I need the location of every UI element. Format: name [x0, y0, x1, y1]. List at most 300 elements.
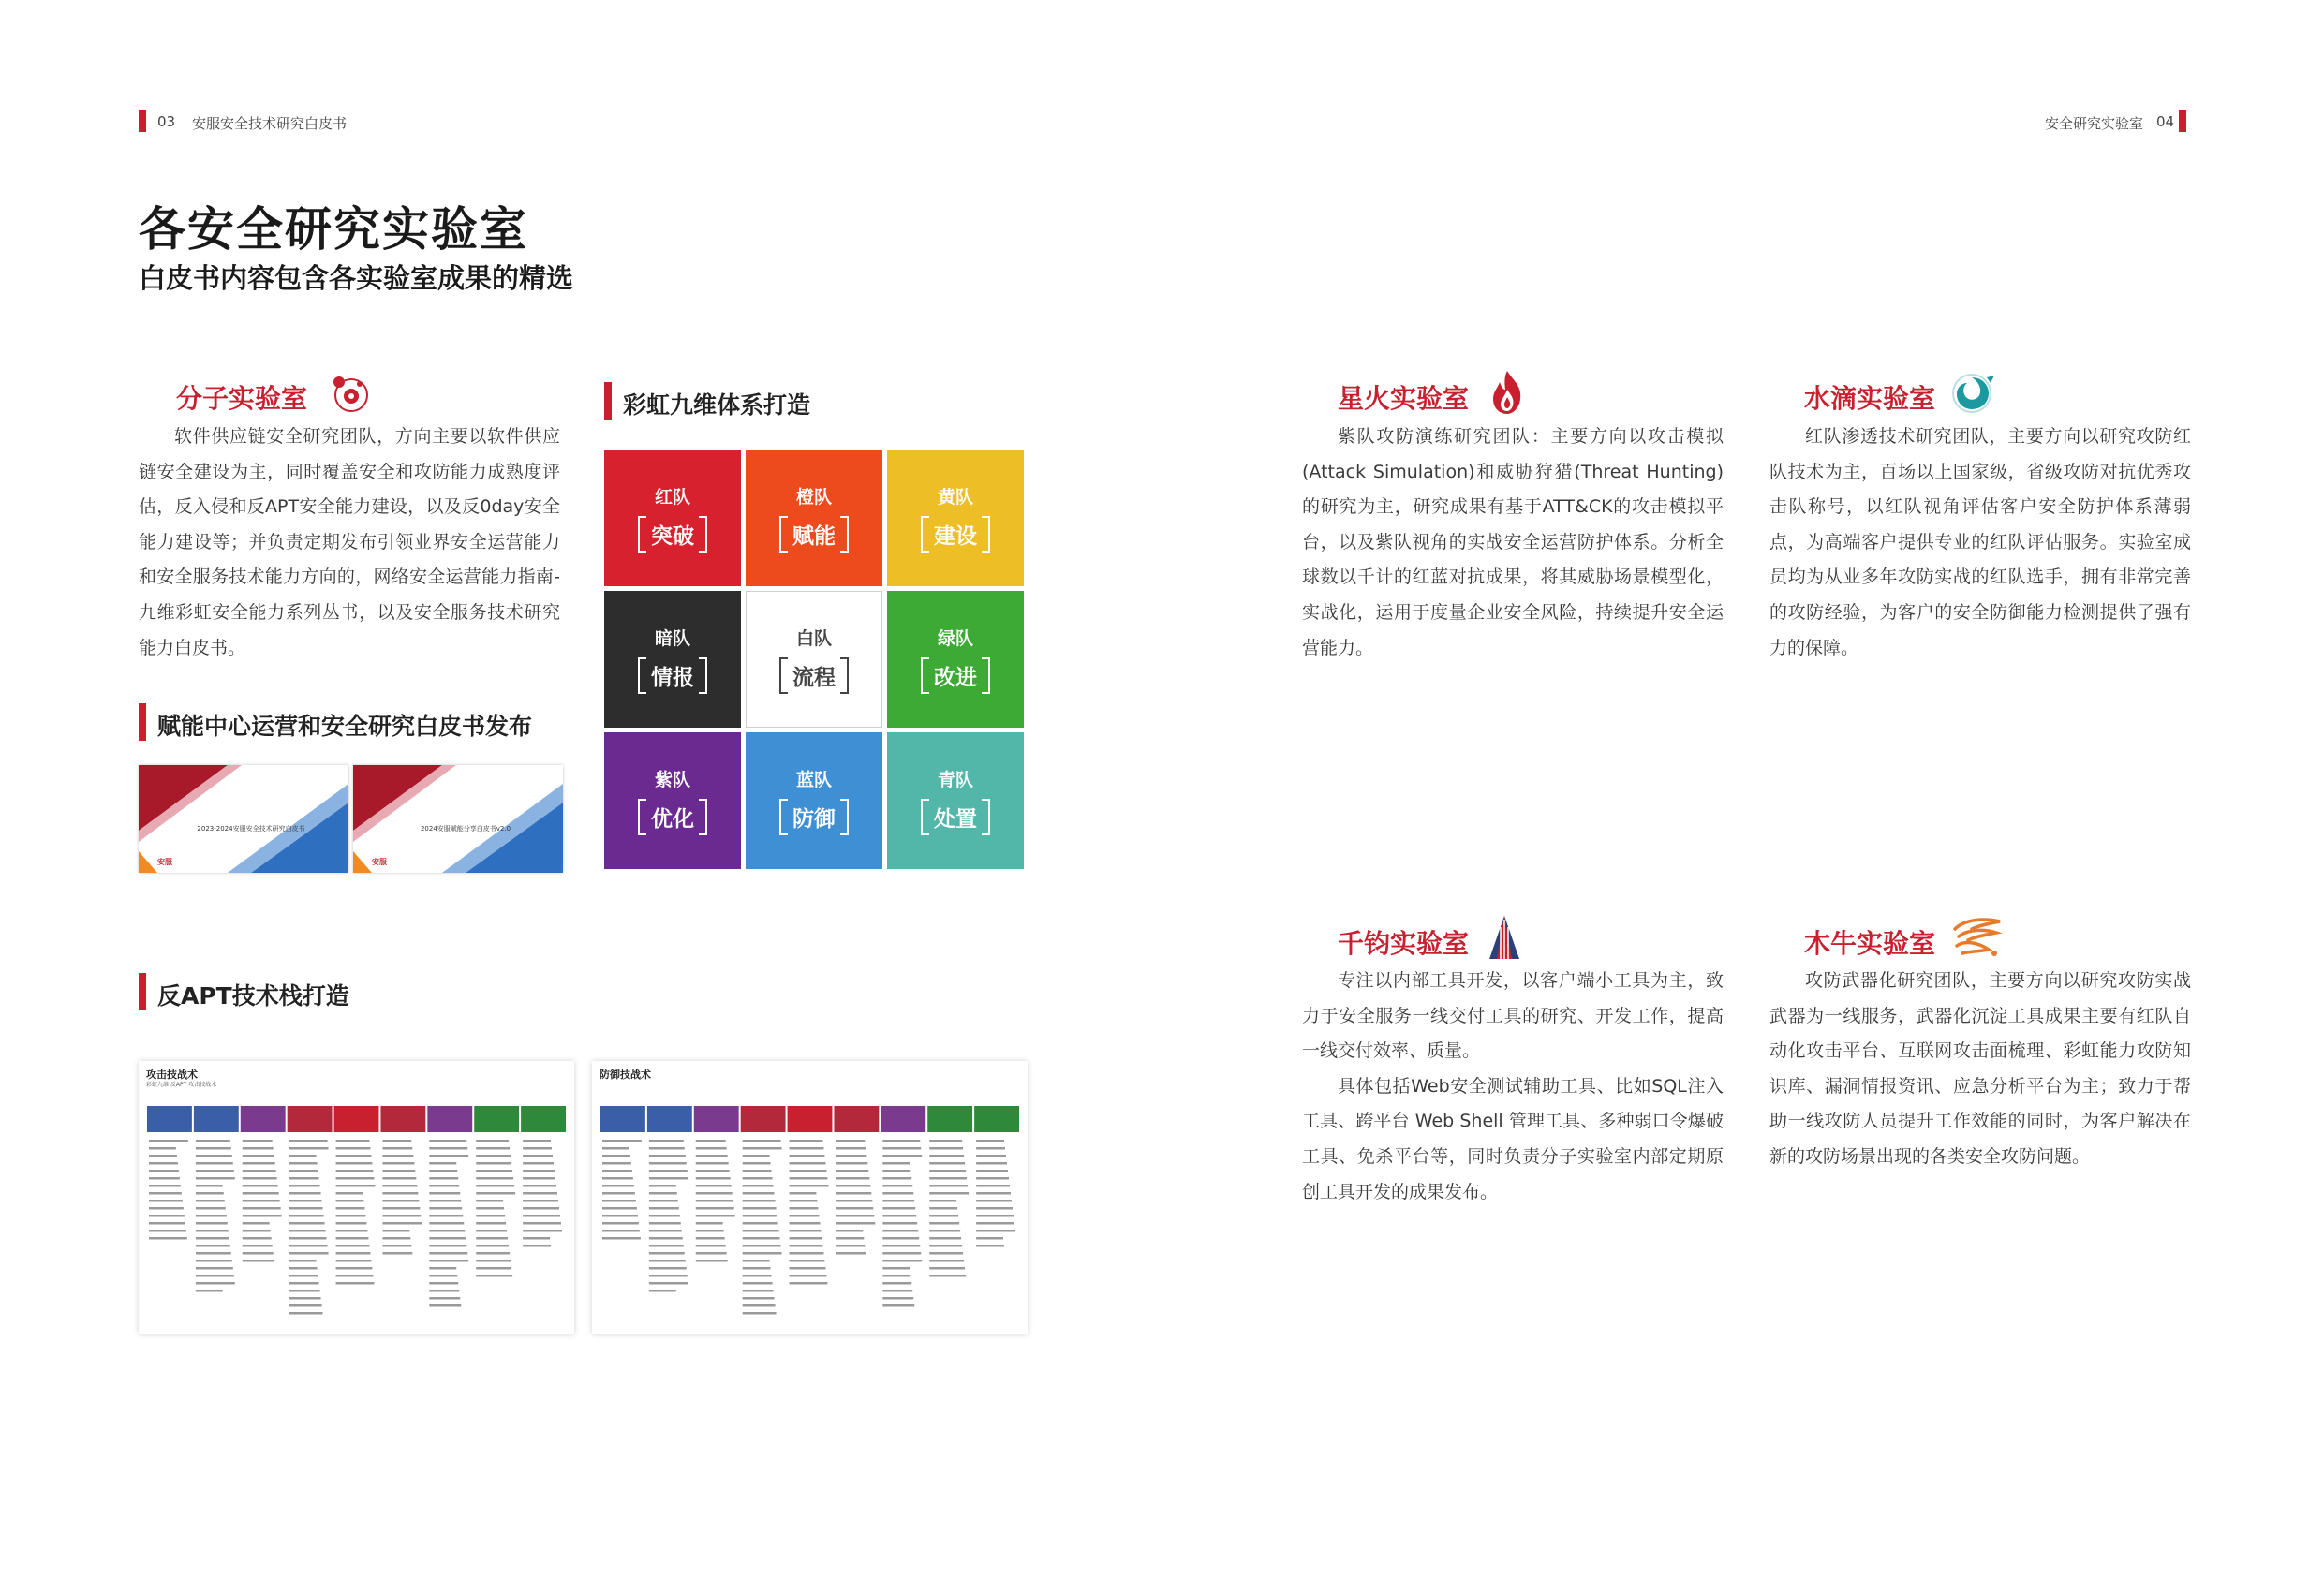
- matrix-text-line: [429, 1230, 465, 1232]
- matrix-text-line: [289, 1304, 322, 1307]
- matrix-text-line: [476, 1252, 510, 1255]
- matrix-text-line: [836, 1192, 871, 1195]
- matrix-text-line: [602, 1237, 641, 1240]
- matrix-text-line: [196, 1185, 223, 1187]
- matrix-text-line: [523, 1215, 560, 1217]
- matrix-text-line: [336, 1140, 370, 1142]
- matrix-text-line: [649, 1275, 688, 1277]
- matrix-text-line: [743, 1155, 770, 1157]
- team-label: 紫队: [654, 770, 690, 790]
- matrix-text-line: [743, 1245, 781, 1247]
- matrix-text-line: [882, 1222, 917, 1225]
- matrix-text-line: [382, 1245, 411, 1247]
- matrix-text-line: [929, 1155, 964, 1157]
- matrix-header-cell: [600, 1106, 645, 1132]
- matrix-text-line: [196, 1252, 231, 1255]
- matrix-text-line: [289, 1245, 328, 1247]
- matrix-text-line: [336, 1230, 368, 1232]
- matrix-text-line: [196, 1222, 228, 1225]
- cover-title: 2023-2024安服安全技术研究白皮书: [197, 825, 305, 833]
- matrix-text-line: [196, 1267, 233, 1270]
- matrix-text-line: [929, 1275, 966, 1277]
- matrix-text-line: [476, 1260, 511, 1262]
- matrix-text-line: [429, 1170, 457, 1172]
- matrix-text-line: [882, 1200, 914, 1202]
- rainbow-cell-yellow: [887, 450, 1024, 586]
- matrix-text-line: [196, 1207, 226, 1210]
- matrix-text-line: [649, 1177, 688, 1180]
- matrix-text-line: [649, 1222, 681, 1225]
- matrix-text-line: [523, 1200, 558, 1202]
- matrix-text-line: [336, 1260, 372, 1262]
- matrix-text-line: [976, 1192, 1011, 1195]
- matrix-text-line: [476, 1162, 511, 1165]
- matrix-text-line: [523, 1177, 555, 1180]
- matrix-text-line: [289, 1237, 327, 1240]
- team-action: 赋能: [779, 516, 849, 553]
- matrix-text-line: [289, 1230, 326, 1232]
- matrix-text-line: [476, 1215, 505, 1217]
- matrix-text-line: [790, 1200, 818, 1202]
- matrix-text-line: [196, 1237, 229, 1240]
- matrix-text-line: [336, 1215, 366, 1217]
- cover-logo: 安服: [372, 858, 387, 866]
- lab-body-waterdrop: 红队渗透技术研究团队，主要方向以研究攻防红队技术为主，百场以上国家级，省级攻防对抗优秀攻击队称号，以红队视角评估客户安全防护体系薄弱点，为高端客户提供专业的红队评估服务。实验室成员均为从业多年攻防实战的红队选手，拥有非常完善的攻防经验，为客户的安全防御能力检测提供了强有力的保障。: [1769, 426, 2191, 658]
- matrix-text-line: [696, 1245, 726, 1247]
- matrix-text-line: [976, 1222, 1014, 1225]
- team-label: 暗队: [654, 628, 690, 649]
- matrix-text-line: [882, 1260, 922, 1262]
- matrix-text-line: [289, 1200, 322, 1202]
- matrix-text-line: [649, 1207, 679, 1210]
- matrix-text-line: [743, 1312, 777, 1315]
- matrix-text-line: [289, 1192, 321, 1195]
- matrix-text-line: [429, 1200, 461, 1202]
- matrix-text-line: [429, 1162, 456, 1165]
- team-action: 处置: [921, 799, 990, 835]
- doc-title: 防御技战术: [600, 1069, 651, 1081]
- matrix-text-line: [336, 1237, 369, 1240]
- matrix-text-line: [149, 1177, 180, 1180]
- matrix-text-line: [196, 1200, 225, 1202]
- matrix-header-cell: [334, 1106, 379, 1132]
- matrix-text-line: [836, 1252, 866, 1255]
- matrix-header-cell: [741, 1106, 786, 1132]
- lab-title-muniu: 木牛实验室: [1804, 928, 1936, 959]
- matrix-text-line: [602, 1155, 630, 1157]
- matrix-text-line: [476, 1140, 509, 1142]
- matrix-text-line: [696, 1260, 728, 1262]
- matrix-text-line: [382, 1207, 420, 1210]
- matrix-text-line: [476, 1192, 515, 1195]
- matrix-header-cell: [881, 1106, 925, 1132]
- right-running-title: 安全研究实验室: [2045, 115, 2144, 132]
- matrix-text-line: [696, 1155, 728, 1157]
- matrix-text-line: [929, 1237, 961, 1240]
- matrix-text-line: [790, 1215, 820, 1217]
- matrix-text-line: [382, 1230, 409, 1232]
- matrix-text-line: [149, 1162, 178, 1165]
- matrix-text-line: [743, 1304, 776, 1307]
- matrix-text-line: [382, 1192, 418, 1195]
- matrix-text-line: [382, 1177, 416, 1180]
- matrix-text-line: [149, 1200, 183, 1202]
- matrix-text-line: [743, 1215, 777, 1217]
- matrix-header-cell: [427, 1106, 472, 1132]
- matrix-text-line: [836, 1162, 867, 1165]
- matrix-text-line: [976, 1147, 1005, 1150]
- matrix-text-line: [289, 1215, 324, 1217]
- matrix-text-line: [476, 1185, 514, 1187]
- matrix-text-line: [743, 1252, 782, 1255]
- matrix-text-line: [243, 1207, 281, 1210]
- cover-logo: 安服: [157, 858, 172, 866]
- matrix-text-line: [429, 1147, 467, 1150]
- rainbow-cell-green: [887, 591, 1024, 728]
- matrix-text-line: [696, 1215, 735, 1217]
- matrix-header-cell: [474, 1106, 519, 1132]
- matrix-text-line: [336, 1282, 375, 1285]
- matrix-text-line: [696, 1185, 732, 1187]
- matrix-text-line: [243, 1162, 275, 1165]
- matrix-text-line: [743, 1282, 773, 1285]
- matrix-text-line: [649, 1192, 677, 1195]
- matrix-text-line: [929, 1177, 967, 1180]
- matrix-text-line: [976, 1215, 1014, 1217]
- matrix-text-line: [836, 1140, 865, 1142]
- matrix-text-line: [743, 1275, 772, 1277]
- matrix-text-line: [649, 1185, 676, 1187]
- matrix-text-line: [196, 1230, 229, 1232]
- molecule-icon: [329, 373, 370, 414]
- matrix-text-line: [149, 1237, 187, 1240]
- matrix-text-line: [836, 1237, 864, 1240]
- matrix-text-line: [743, 1140, 781, 1142]
- matrix-text-line: [429, 1275, 457, 1277]
- section-bar-rainbow: [604, 382, 612, 420]
- matrix-text-line: [243, 1140, 273, 1142]
- attack-tactics-document: [139, 1061, 574, 1334]
- matrix-text-line: [743, 1260, 770, 1262]
- matrix-text-line: [790, 1282, 828, 1285]
- matrix-text-line: [243, 1192, 279, 1195]
- matrix-text-line: [696, 1237, 725, 1240]
- matrix-text-line: [929, 1267, 965, 1270]
- matrix-text-line: [882, 1140, 920, 1142]
- matrix-text-line: [649, 1282, 688, 1285]
- matrix-text-line: [649, 1170, 688, 1172]
- matrix-text-line: [243, 1230, 271, 1232]
- matrix-text-line: [696, 1207, 734, 1210]
- matrix-text-line: [696, 1147, 727, 1150]
- section-bar-antiapt: [139, 973, 146, 1010]
- matrix-text-line: [196, 1177, 235, 1180]
- matrix-text-line: [790, 1275, 827, 1277]
- matrix-text-line: [743, 1237, 780, 1240]
- left-running-title: 安服安全技术研究白皮书: [192, 115, 348, 132]
- matrix-text-line: [882, 1147, 921, 1150]
- matrix-text-line: [289, 1312, 323, 1315]
- matrix-text-line: [743, 1290, 774, 1292]
- matrix-text-line: [743, 1267, 771, 1270]
- matrix-text-line: [149, 1207, 184, 1210]
- matrix-text-line: [649, 1260, 686, 1262]
- matrix-text-line: [476, 1147, 510, 1150]
- matrix-text-line: [602, 1192, 635, 1195]
- matrix-header-cell: [694, 1106, 739, 1132]
- matrix-text-line: [602, 1140, 642, 1142]
- matrix-text-line: [429, 1260, 468, 1262]
- matrix-header-cell: [288, 1106, 333, 1132]
- matrix-text-line: [196, 1155, 232, 1157]
- water-drop-icon: [1951, 372, 1996, 415]
- matrix-text-line: [289, 1260, 317, 1262]
- matrix-text-line: [382, 1222, 422, 1225]
- matrix-text-line: [882, 1207, 915, 1210]
- page-subtitle: 白皮书内容包含各实验室成果的精选: [139, 262, 574, 294]
- matrix-text-line: [836, 1155, 866, 1157]
- matrix-text-line: [976, 1155, 1006, 1157]
- matrix-text-line: [743, 1297, 775, 1300]
- matrix-text-line: [243, 1252, 274, 1255]
- matrix-text-line: [382, 1170, 415, 1172]
- section-title-rainbow: 彩虹九维体系打造: [623, 391, 811, 419]
- matrix-text-line: [289, 1297, 321, 1300]
- matrix-text-line: [336, 1207, 365, 1210]
- matrix-text-line: [289, 1290, 320, 1292]
- matrix-header-cell: [241, 1106, 286, 1132]
- team-label: 蓝队: [795, 770, 832, 790]
- matrix-text-line: [196, 1147, 231, 1150]
- lab-body-muniu: 攻防武器化研究团队，主要方向以研究攻防实战武器为一线服务，武器化沉淀工具成果主要有红队自动化攻击平台、互联网攻击面梳理、彩虹能力攻防知识库、漏洞情报资讯、应急分析平台为主；致力于帮助一线攻防人员提升工作效能的同时，为客户解决在新的攻防场景出现的各类安全攻防问题。: [1769, 970, 2191, 1167]
- matrix-text-line: [602, 1230, 640, 1232]
- matrix-text-line: [429, 1297, 460, 1300]
- team-label: 白队: [795, 628, 832, 649]
- matrix-text-line: [382, 1147, 412, 1150]
- matrix-text-line: [149, 1140, 188, 1142]
- matrix-text-line: [476, 1230, 507, 1232]
- matrix-text-line: [929, 1222, 959, 1225]
- matrix-text-line: [196, 1192, 224, 1195]
- matrix-text-line: [929, 1200, 956, 1202]
- matrix-text-line: [243, 1147, 274, 1150]
- team-label: 青队: [937, 770, 973, 790]
- matrix-text-line: [836, 1222, 875, 1225]
- matrix-text-line: [836, 1177, 869, 1180]
- matrix-text-line: [476, 1170, 512, 1172]
- matrix-text-line: [243, 1177, 277, 1180]
- matrix-text-line: [602, 1207, 637, 1210]
- matrix-text-line: [743, 1185, 774, 1187]
- section-bar-funeng: [139, 703, 146, 741]
- matrix-text-line: [649, 1215, 680, 1217]
- matrix-text-line: [929, 1207, 957, 1210]
- matrix-text-line: [649, 1237, 683, 1240]
- rainbow-cell-cyan: [887, 732, 1024, 869]
- matrix-text-line: [602, 1215, 638, 1217]
- matrix-text-line: [196, 1260, 232, 1262]
- matrix-text-line: [790, 1185, 829, 1187]
- matrix-text-line: [929, 1245, 962, 1247]
- matrix-text-line: [649, 1267, 687, 1270]
- matrix-text-line: [196, 1245, 230, 1247]
- section-title-funeng: 赋能中心运营和安全研究白皮书发布: [157, 713, 533, 740]
- matrix-text-line: [929, 1260, 964, 1262]
- whitepaper-cover: [353, 765, 563, 873]
- matrix-text-line: [289, 1185, 320, 1187]
- attack-tactics-matrix: [139, 1061, 574, 1334]
- matrix-text-line: [289, 1170, 318, 1172]
- matrix-text-line: [476, 1275, 512, 1277]
- matrix-text-line: [196, 1290, 223, 1292]
- matrix-text-line: [243, 1215, 282, 1217]
- matrix-text-line: [836, 1245, 865, 1247]
- matrix-text-line: [790, 1230, 822, 1232]
- team-label: 绿队: [937, 628, 973, 649]
- matrix-text-line: [243, 1200, 280, 1202]
- matrix-header-cell: [194, 1106, 239, 1132]
- matrix-text-line: [289, 1207, 323, 1210]
- team-label: 黄队: [937, 487, 973, 508]
- matrix-text-line: [336, 1192, 363, 1195]
- matrix-text-line: [790, 1192, 817, 1195]
- matrix-text-line: [523, 1222, 561, 1225]
- rainbow-cell-white: [746, 591, 882, 728]
- matrix-text-line: [149, 1147, 176, 1150]
- matrix-text-line: [382, 1140, 411, 1142]
- matrix-text-line: [882, 1282, 911, 1285]
- matrix-text-line: [882, 1155, 922, 1157]
- matrix-text-line: [602, 1222, 639, 1225]
- matrix-text-line: [289, 1177, 319, 1180]
- matrix-text-line: [976, 1140, 1004, 1142]
- matrix-text-line: [523, 1147, 552, 1150]
- matrix-text-line: [336, 1252, 371, 1255]
- matrix-text-line: [149, 1230, 186, 1232]
- rainbow-cell-dark: [604, 591, 741, 728]
- matrix-text-line: [336, 1162, 373, 1165]
- matrix-text-line: [336, 1147, 371, 1150]
- matrix-text-line: [743, 1207, 777, 1210]
- matrix-header-cell: [834, 1106, 879, 1132]
- matrix-text-line: [476, 1267, 511, 1270]
- rainbow-cell-purple: [604, 732, 741, 869]
- matrix-text-line: [882, 1304, 914, 1307]
- matrix-text-line: [523, 1245, 551, 1247]
- matrix-text-line: [336, 1200, 364, 1202]
- defense-tactics-document: [592, 1061, 1028, 1334]
- matrix-text-line: [929, 1162, 965, 1165]
- lab-title-molecule: 分子实验室: [176, 383, 308, 414]
- matrix-text-line: [836, 1230, 863, 1232]
- matrix-text-line: [882, 1162, 910, 1165]
- matrix-text-line: [289, 1275, 318, 1277]
- rainbow-cell-red: [604, 450, 741, 586]
- matrix-text-line: [649, 1155, 686, 1157]
- matrix-text-line: [243, 1170, 276, 1172]
- team-action: 情报: [638, 657, 707, 694]
- matrix-text-line: [743, 1170, 772, 1172]
- team-action: 流程: [779, 657, 849, 694]
- matrix-text-line: [929, 1215, 958, 1217]
- matrix-text-line: [602, 1170, 632, 1172]
- matrix-text-line: [836, 1170, 868, 1172]
- matrix-text-line: [289, 1162, 318, 1165]
- matrix-text-line: [929, 1185, 968, 1187]
- matrix-text-line: [696, 1140, 726, 1142]
- lab-title-spark: 星火实验室: [1338, 383, 1470, 414]
- matrix-text-line: [929, 1252, 963, 1255]
- matrix-text-line: [602, 1200, 636, 1202]
- matrix-text-line: [429, 1267, 456, 1270]
- matrix-text-line: [243, 1222, 270, 1225]
- matrix-text-line: [476, 1207, 504, 1210]
- matrix-text-line: [929, 1230, 960, 1232]
- matrix-text-line: [790, 1237, 822, 1240]
- team-action: 防御: [779, 799, 849, 835]
- matrix-text-line: [523, 1207, 559, 1210]
- matrix-text-line: [696, 1222, 723, 1225]
- matrix-text-line: [429, 1222, 464, 1225]
- matrix-text-line: [882, 1275, 910, 1277]
- matrix-text-line: [476, 1200, 503, 1202]
- matrix-text-line: [243, 1260, 274, 1262]
- matrix-text-line: [882, 1177, 911, 1180]
- matrix-header-cell: [927, 1106, 972, 1132]
- matrix-text-line: [476, 1237, 508, 1240]
- matrix-text-line: [336, 1155, 372, 1157]
- matrix-text-line: [836, 1207, 873, 1210]
- matrix-text-line: [976, 1185, 1010, 1187]
- left-page-number: 03: [157, 113, 176, 130]
- matrix-text-line: [289, 1222, 325, 1225]
- matrix-text-line: [476, 1177, 513, 1180]
- qianjun-icon: [1488, 914, 1521, 961]
- matrix-text-line: [429, 1185, 459, 1187]
- matrix-text-line: [790, 1252, 824, 1255]
- matrix-text-line: [790, 1162, 826, 1165]
- matrix-text-line: [523, 1170, 555, 1172]
- matrix-text-line: [336, 1245, 370, 1247]
- matrix-text-line: [289, 1147, 329, 1150]
- matrix-text-line: [429, 1155, 468, 1157]
- matrix-text-line: [149, 1170, 179, 1172]
- lab-title-qianjun: 千钧实验室: [1338, 928, 1470, 959]
- matrix-text-line: [790, 1147, 824, 1150]
- matrix-text-line: [790, 1140, 823, 1142]
- matrix-text-line: [382, 1252, 412, 1255]
- matrix-text-line: [696, 1177, 731, 1180]
- matrix-text-line: [429, 1215, 463, 1217]
- lab-title-waterdrop: 水滴实验室: [1804, 383, 1936, 414]
- matrix-text-line: [196, 1282, 235, 1285]
- matrix-text-line: [976, 1177, 1009, 1180]
- matrix-text-line: [523, 1192, 557, 1195]
- matrix-text-line: [790, 1222, 821, 1225]
- matrix-text-line: [196, 1162, 233, 1165]
- matrix-text-line: [243, 1245, 273, 1247]
- matrix-text-line: [196, 1275, 234, 1277]
- rainbow-nine-grid: [604, 450, 1031, 876]
- matrix-text-line: [696, 1162, 729, 1165]
- matrix-text-line: [882, 1245, 920, 1247]
- matrix-text-line: [976, 1200, 1012, 1202]
- matrix-text-line: [649, 1252, 685, 1255]
- team-action: 建设: [921, 516, 990, 553]
- flame-icon: [1488, 369, 1526, 416]
- muniu-ox-icon: [1951, 916, 2004, 959]
- matrix-text-line: [429, 1237, 466, 1240]
